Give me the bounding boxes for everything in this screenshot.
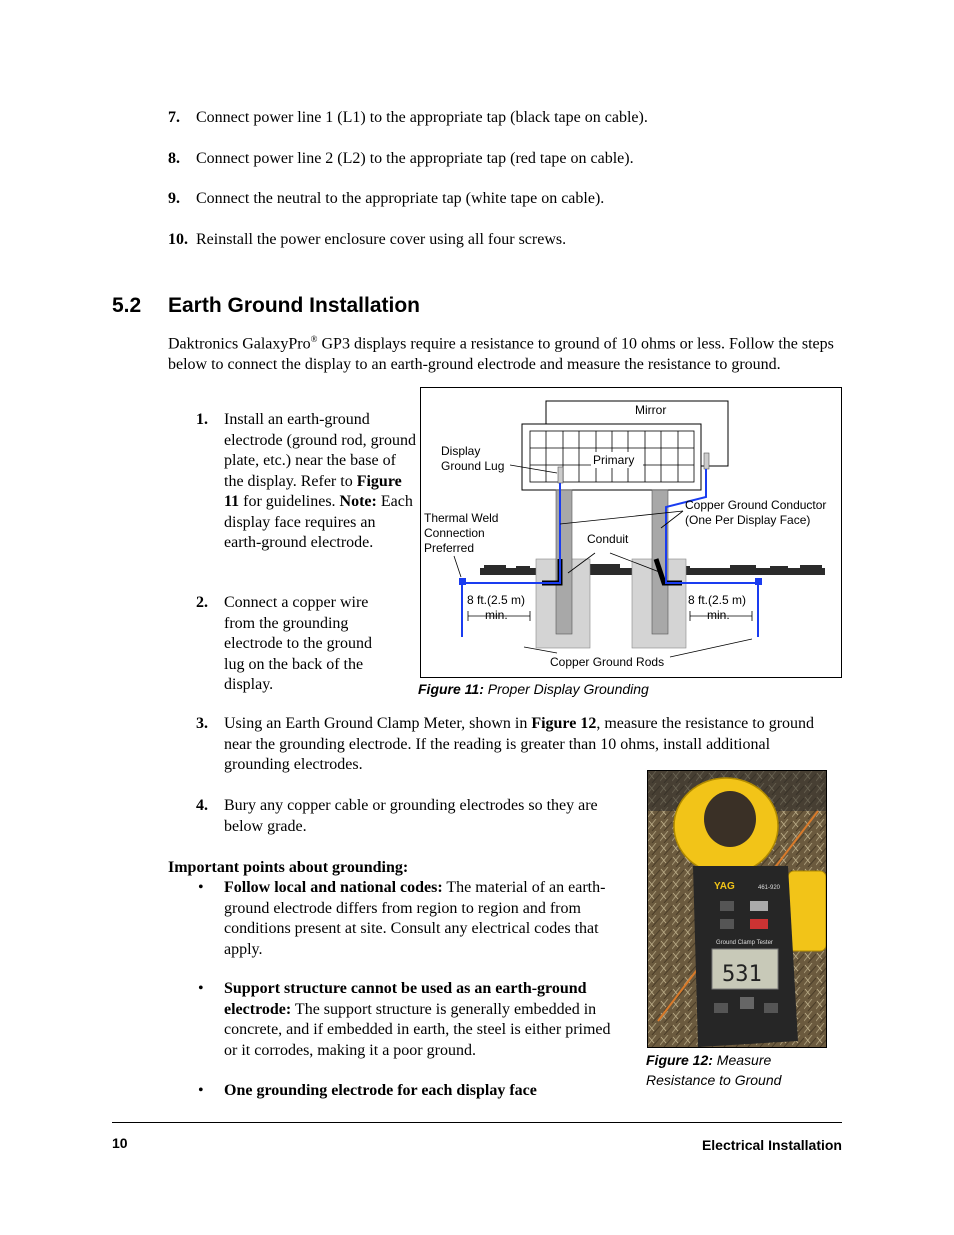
step-4-number: 4. [196, 797, 208, 814]
meter-button-5 [714, 1003, 728, 1013]
meter-button-7 [764, 1003, 778, 1013]
figure-12-caption-1: Measure [712, 1052, 772, 1068]
grounding-diagram-svg [420, 387, 842, 678]
bullet-1-bold: Follow local and national codes: [224, 879, 443, 896]
figure-11-caption-text: Proper Display Grounding [483, 681, 649, 697]
dist-left-1: 8 ft.(2.5 m) [467, 593, 526, 607]
step-4 [196, 796, 636, 837]
ground-lug-left [558, 467, 563, 483]
step-9-text: Connect the neutral to the appropriate tap (white tape on cable). [196, 190, 605, 207]
mirror-label: Mirror [635, 403, 667, 417]
clamp-trigger [788, 871, 826, 951]
step-7-text: Connect power line 1 (L1) to the appropriate tap (black tape on cable). [196, 109, 648, 126]
step-1-text-b: for guidelines. [239, 493, 340, 510]
step-1-text [224, 410, 416, 554]
step-3-text-b: , measure the resistance to ground near the grounding electrode. If the reading is greater than 10 ohms, install additional grounding electrodes. [224, 715, 815, 773]
meter-brand: YAG [714, 881, 735, 892]
step-1 [196, 410, 416, 554]
conduit-label: Conduit [587, 532, 629, 546]
lug-label-2: Ground Lug [441, 459, 505, 473]
figure-11-label: Figure 11: [418, 681, 484, 697]
weld-point-right [755, 578, 762, 585]
figure-11-caption [418, 679, 649, 699]
section-heading [112, 294, 421, 318]
figure-12-label: Figure 12: [646, 1052, 713, 1068]
clamp-opening [704, 791, 756, 847]
bullet-1-marker: • [198, 879, 204, 896]
bullet-2-bold: Support structure cannot be used as an earth-ground electrode: [224, 980, 587, 1018]
page-number: 10 [112, 1135, 128, 1151]
bullet-3-bold: One grounding electrode for each display face [224, 1082, 537, 1099]
bullet-2-marker: • [198, 980, 204, 997]
step-2 [196, 593, 416, 696]
weld-label-3: Preferred [424, 541, 475, 555]
section-number: 5.2 [112, 294, 142, 317]
figure-12-caption-2: Resistance to Ground [646, 1072, 782, 1088]
step-1-number: 1. [196, 411, 208, 428]
bullet-1 [196, 878, 636, 960]
weld-label-1: Thermal Weld [424, 511, 499, 525]
note-label: Note: [339, 493, 377, 510]
figure-11-ref: Figure 11 [224, 472, 402, 510]
step-10-number: 10. [168, 231, 188, 248]
dist-right-1: 8 ft.(2.5 m) [688, 593, 747, 607]
footer-chapter: Electrical Installation [701, 1137, 842, 1153]
meter-button-4 [750, 919, 768, 929]
bullet-2-body: The support structure is generally embedded in concrete, and if embedded in earth, the steel is either primed or it corrodes, making it a poor ground. [224, 1000, 611, 1059]
step-4-text: Bury any copper cable or grounding electrodes so they are below grade. [224, 797, 598, 835]
footer-rule [112, 1122, 842, 1123]
meter-model: 461-920 [758, 885, 781, 891]
step-3 [196, 714, 826, 776]
step-9-number: 9. [168, 190, 180, 207]
weld-point-left [459, 578, 466, 585]
lug-label-1: Display [441, 444, 481, 458]
meter-reading: 531 [722, 962, 762, 987]
weld-label-2: Connection [424, 526, 485, 540]
meter-button-3 [720, 919, 734, 929]
meter-button-2 [750, 901, 768, 911]
figure-11-diagram [420, 387, 842, 678]
step-8 [168, 149, 848, 170]
bullet-2 [196, 979, 636, 1061]
step-8-text: Connect power line 2 (L2) to the appropriate tap (red tape on cable). [196, 150, 634, 167]
step-1-text-a: Install an earth-ground electrode (ground rod, ground plate, etc.) near the base of the display. Refer to [224, 411, 416, 490]
step-7 [168, 108, 848, 129]
clamp-meter-photo-svg [648, 771, 826, 1047]
rods-label: Copper Ground Rods [550, 655, 665, 669]
step-3-text-a: Using an Earth Ground Clamp Meter, shown in [224, 715, 532, 732]
dist-left-2: min. [485, 608, 508, 622]
section-title: Earth Ground Installation [168, 294, 421, 317]
meter-title: Ground Clamp Tester [716, 940, 773, 946]
bullet-3-marker: • [198, 1082, 204, 1099]
bullet-1-text [224, 878, 632, 960]
figure-12-caption [646, 1050, 826, 1090]
step-8-number: 8. [168, 150, 180, 167]
step-3-text [224, 714, 824, 776]
registered-mark: ® [310, 334, 318, 344]
note-text: Each display face requires an earth-ground electrode. [224, 493, 413, 551]
step-3-number: 3. [196, 715, 208, 732]
intro-text: GP3 displays require a resistance to ground of 10 ohms or less. Follow the steps below to connect the display to an earth-ground electrode and measure the resistance to ground. [168, 335, 834, 373]
bullet-3-text [224, 1081, 632, 1102]
important-heading: Important points about grounding: [168, 859, 409, 876]
figure-12-photo [647, 770, 827, 1048]
figure-12-ref: Figure 12 [531, 715, 597, 732]
dist-right-2: min. [707, 608, 730, 622]
step-10-text: Reinstall the power enclosure cover using all four screws. [196, 231, 567, 248]
step-2-number: 2. [196, 594, 208, 611]
primary-label: Primary [593, 453, 635, 467]
step-9 [168, 189, 848, 210]
step-2-text: Connect a copper wire from the grounding electrode to the ground lug on the back of the display. [224, 594, 372, 693]
meter-button-1 [720, 901, 734, 911]
conductor-label-1: Copper Ground Conductor [685, 498, 827, 512]
step-7-number: 7. [168, 109, 180, 126]
meter-button-6 [740, 997, 754, 1009]
bullet-2-text [224, 979, 616, 1061]
bullet-3 [196, 1081, 636, 1102]
ground-lug-right [704, 453, 709, 469]
section-intro [168, 329, 844, 375]
intro-brand: Daktronics GalaxyPro [168, 335, 311, 353]
step-10 [168, 230, 848, 251]
bullet-1-body: The material of an earth-ground electrode differs from region to region and from conditions present at site. Consult any electrical codes that apply. [224, 879, 606, 958]
conductor-label-2: (One Per Display Face) [685, 513, 811, 527]
